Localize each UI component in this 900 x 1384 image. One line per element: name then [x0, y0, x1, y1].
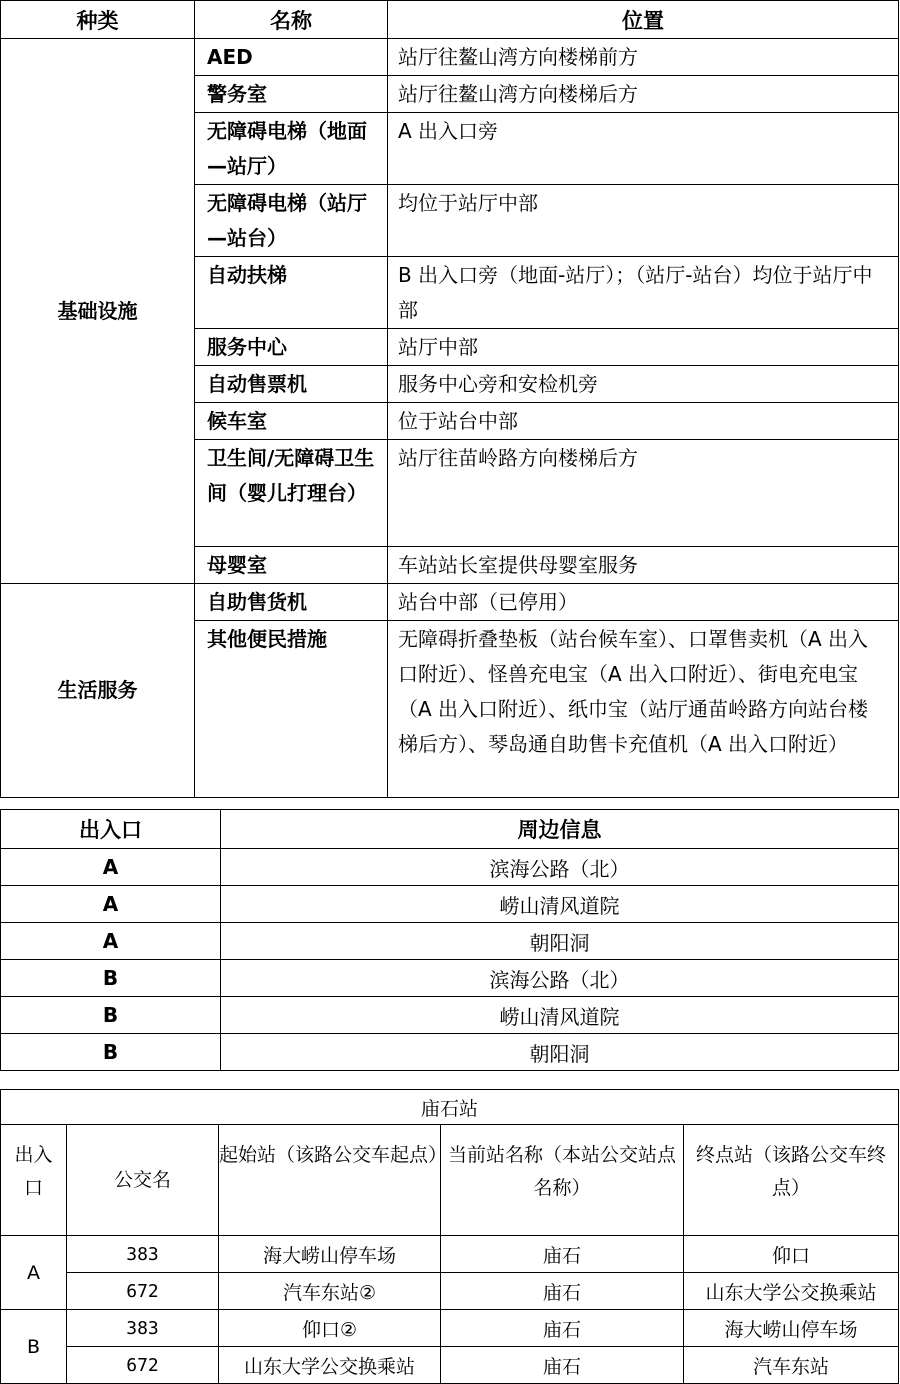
facility-name: 自动扶梯	[195, 257, 388, 329]
start-station: 山东大学公交换乘站	[219, 1347, 441, 1384]
bus-line: 672	[67, 1273, 219, 1310]
bus-line: 672	[67, 1347, 219, 1384]
facility-location: 车站站长室提供母婴室服务	[388, 547, 899, 584]
table-row	[1, 1236, 899, 1273]
facility-location: A 出入口旁	[388, 113, 899, 185]
info-cell: 崂山清风道院	[221, 997, 899, 1034]
table-row	[1, 923, 899, 960]
info-cell: 滨海公路（北）	[221, 960, 899, 997]
header-current: 当前站名称（本站公交站点名称）	[441, 1125, 684, 1236]
facility-name: 无障碍电梯（地面—站厅）	[195, 113, 388, 185]
end-station: 汽车东站	[684, 1347, 899, 1384]
facility-location: 站厅往鳌山湾方向楼梯前方	[388, 39, 899, 76]
table-row	[1, 997, 899, 1034]
current-station: 庙石	[441, 1236, 684, 1273]
facility-name: 自助售货机	[195, 584, 388, 621]
facility-name: 警务室	[195, 76, 388, 113]
current-station: 庙石	[441, 1310, 684, 1347]
bus-table	[0, 1089, 899, 1384]
facility-name: AED	[195, 39, 388, 76]
header-name: 名称	[195, 1, 388, 39]
facility-name: 无障碍电梯（站厅—站台）	[195, 185, 388, 257]
table-row	[1, 886, 899, 923]
end-station: 山东大学公交换乘站	[684, 1273, 899, 1310]
facility-location: 服务中心旁和安检机旁	[388, 366, 899, 403]
facility-name: 自动售票机	[195, 366, 388, 403]
header-end: 终点站（该路公交车终点）	[684, 1125, 899, 1236]
header-location: 位置	[388, 1, 899, 39]
table-row	[1, 1347, 899, 1384]
facility-location: 站台中部（已停用）	[388, 584, 899, 621]
bus-line: 383	[67, 1236, 219, 1273]
end-station: 仰口	[684, 1236, 899, 1273]
header-info: 周边信息	[221, 810, 899, 849]
start-station: 仰口②	[219, 1310, 441, 1347]
table-row	[1, 1273, 899, 1310]
entrance-cell: B	[1, 1034, 221, 1071]
current-station: 庙石	[441, 1347, 684, 1384]
table-row	[1, 39, 899, 76]
facility-location: 均位于站厅中部	[388, 185, 899, 257]
info-cell: 朝阳洞	[221, 923, 899, 960]
facility-location: 无障碍折叠垫板（站台候车室）、口罩售卖机（A 出入口附近）、怪兽充电宝（A 出入口附近）、街电充电宝（A 出入口附近）、纸巾宝（站厅通苗岭路方向站台楼梯后方）、琴岛通自助售卡充值机（A 出入口附近）	[388, 621, 899, 798]
surroundings-header-row	[1, 810, 899, 849]
start-station: 海大崂山停车场	[219, 1236, 441, 1273]
table-row	[1, 960, 899, 997]
header-entrance: 出入口	[1, 810, 221, 849]
facility-location: 位于站台中部	[388, 403, 899, 440]
facility-location: 站厅往苗岭路方向楼梯后方	[388, 440, 899, 547]
header-start: 起始站（该路公交车起点）	[219, 1125, 441, 1236]
category-cell: 基础设施	[1, 39, 195, 584]
entrance-cell: B	[1, 997, 221, 1034]
table-row	[1, 1310, 899, 1347]
info-cell: 朝阳洞	[221, 1034, 899, 1071]
facility-name: 母婴室	[195, 547, 388, 584]
bus-title-row	[1, 1090, 899, 1125]
table-row	[1, 849, 899, 886]
facility-name: 服务中心	[195, 329, 388, 366]
header-bus-entrance: 出入口	[1, 1125, 67, 1236]
header-category: 种类	[1, 1, 195, 39]
facility-name: 卫生间/无障碍卫生间（婴儿打理台）	[195, 440, 388, 547]
surroundings-table	[0, 809, 899, 1071]
bus-header-row	[1, 1125, 899, 1236]
entrance-cell: A	[1, 849, 221, 886]
entrance-cell: A	[1, 923, 221, 960]
table-row	[1, 1034, 899, 1071]
entrance-cell: A	[1, 1236, 67, 1310]
bus-line: 383	[67, 1310, 219, 1347]
facility-name: 其他便民措施	[195, 621, 388, 798]
info-cell: 滨海公路（北）	[221, 849, 899, 886]
info-cell: 崂山清风道院	[221, 886, 899, 923]
start-station: 汽车东站②	[219, 1273, 441, 1310]
facility-name: 候车室	[195, 403, 388, 440]
facility-location: 站厅往鳌山湾方向楼梯后方	[388, 76, 899, 113]
facility-location: B 出入口旁（地面-站厅）；（站厅-站台）均位于站厅中部	[388, 257, 899, 329]
entrance-cell: A	[1, 886, 221, 923]
station-title: 庙石站	[1, 1090, 899, 1125]
facility-location: 站厅中部	[388, 329, 899, 366]
entrance-cell: B	[1, 1310, 67, 1384]
category-cell: 生活服务	[1, 584, 195, 798]
entrance-cell: B	[1, 960, 221, 997]
end-station: 海大崂山停车场	[684, 1310, 899, 1347]
facilities-header-row	[1, 1, 899, 39]
header-line: 公交名	[67, 1125, 219, 1236]
table-row	[1, 584, 899, 621]
current-station: 庙石	[441, 1273, 684, 1310]
